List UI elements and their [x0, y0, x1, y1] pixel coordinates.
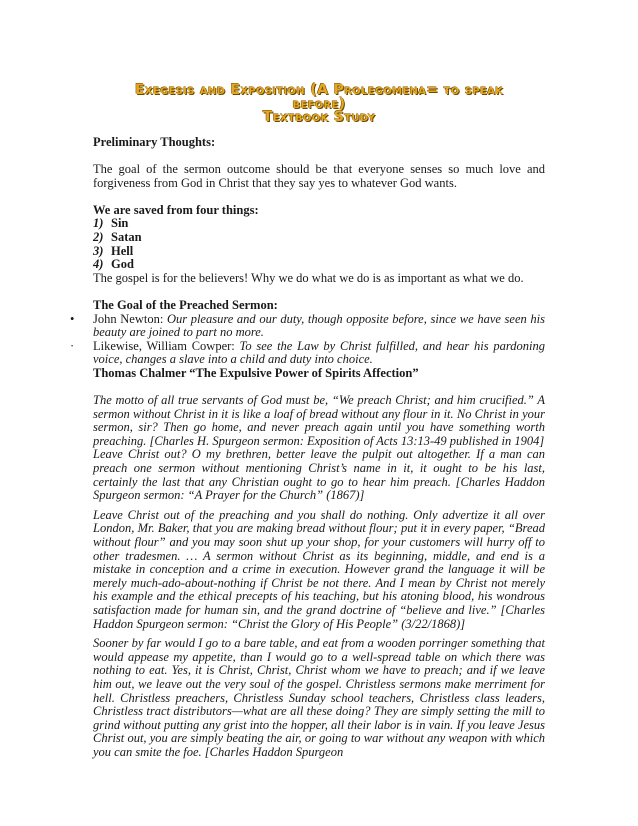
title-line-2: before): [292, 95, 346, 112]
spurgeon-quote-4: Sooner by far would I go to a bare table, and eat from a wooden porringer something that would appease my appetite, than I would go to a well-spread table on which there was nothing to eat. Yes, it is Christ, Christ, Christ whom we have to preach; and if we leave him out, we leave out the very soul of the gospel. Christless sermons make merriment for hell. Christless preachers, Christless Sunday school teachers, Christless class leaders, Christless tract distributors—what are all these doing? They are simply setting the mill to grind without putting any grist into the hopper, all their labor is in vain. If you leave Jesus Christ out, you are simply beating the air, or going to war without any weapon with which you can smite the foe. [Charles Haddon Spurgeon: [93, 636, 545, 759]
bullet-small-dot-icon: ·: [70, 338, 75, 353]
newton-quote: Our pleasure and our duty, though opposite before, since we have seen his beauty are joined to part no more.: [93, 311, 545, 340]
gospel-note: The gospel is for the believers! Why we do what we do is as important as what we do.: [93, 270, 524, 285]
bullet-newton: [70, 311, 545, 340]
goal-heading: The Goal of the Preached Sermon:: [93, 297, 278, 312]
title-line-1: Exegesis and Exposition (A Prolegomena= to speak: [134, 82, 504, 98]
document-title: [93, 84, 545, 125]
spurgeon-quote-3: Leave Christ out of the preaching and you shall do nothing. Only advertize it all over London, Mr. Baker, that you are making bread without flour; put it in every paper, “Bread without flour” and you may soon shut up your shop, for your customers will hurry off to other tradesmen. … A sermon without Christ as its beginning, middle, and end is a mistake in conception and a crime in execution. However grand the language it will be merely much-ado-about-nothing if Christ be not there. And I mean by Christ not merely his example and the ethical precepts of his teaching, but his atoning blood, his wondrous satisfaction made for human sin, and the grand doctrine of “believe and live.” [Charles Haddon Spurgeon sermon: “Christ the Glory of His People” (3/22/1868)]: [93, 507, 545, 631]
spurgeon-quote-1: The motto of all true servants of God must be, “We preach Christ; and him crucified.” A sermon without Christ in it is like a loaf of bread without any flour in it. No Christ in your sermon, sir? Then go home, and never preach again until you have something worth preaching. [Charles H. Spurgeon sermon: Exposition of Acts 13:13-49 published in 1904]: [93, 393, 545, 448]
list-item: 4) God: [93, 257, 134, 272]
list-item: 1) Sin: [93, 216, 129, 231]
spurgeon-quote-2: Leave Christ out? O my brethren, better leave the pulpit out altogether. If a man can preach one sermon without mentioning Christ’s name in it, it ought to be his last, certainly the last that any Christian ought to go to hear him preach. [Charles Haddon Spurgeon sermon: “A Prayer for the Church” (1867)]: [93, 447, 545, 503]
saved-heading: We are saved from four things:: [93, 202, 259, 217]
list-item: 2) Satan: [93, 229, 142, 244]
bullet-dot-icon: •: [70, 311, 75, 326]
preliminary-heading: Preliminary Thoughts:: [93, 134, 216, 149]
chalmer-heading: Thomas Chalmer “The Expulsive Power of Spirits Affection”: [93, 365, 419, 380]
saved-list: [93, 217, 545, 271]
newton-name: John Newton:: [93, 311, 167, 326]
goal-paragraph: The goal of the sermon outcome should be that everyone senses so much love and forgiveness from God in Christ that they say yes to whatever God wants.: [93, 161, 545, 190]
bullet-cowper: [70, 338, 545, 367]
cowper-name: Likewise, William Cowper:: [93, 338, 240, 353]
title-line-3: Textbook Study: [262, 109, 376, 126]
document-page: [70, 82, 545, 760]
cowper-quote: To see the Law by Christ fulfilled, and hear his pardoning voice, changes a slave into a child and duty into choice.: [93, 338, 545, 367]
list-item: 3) Hell: [93, 243, 134, 258]
